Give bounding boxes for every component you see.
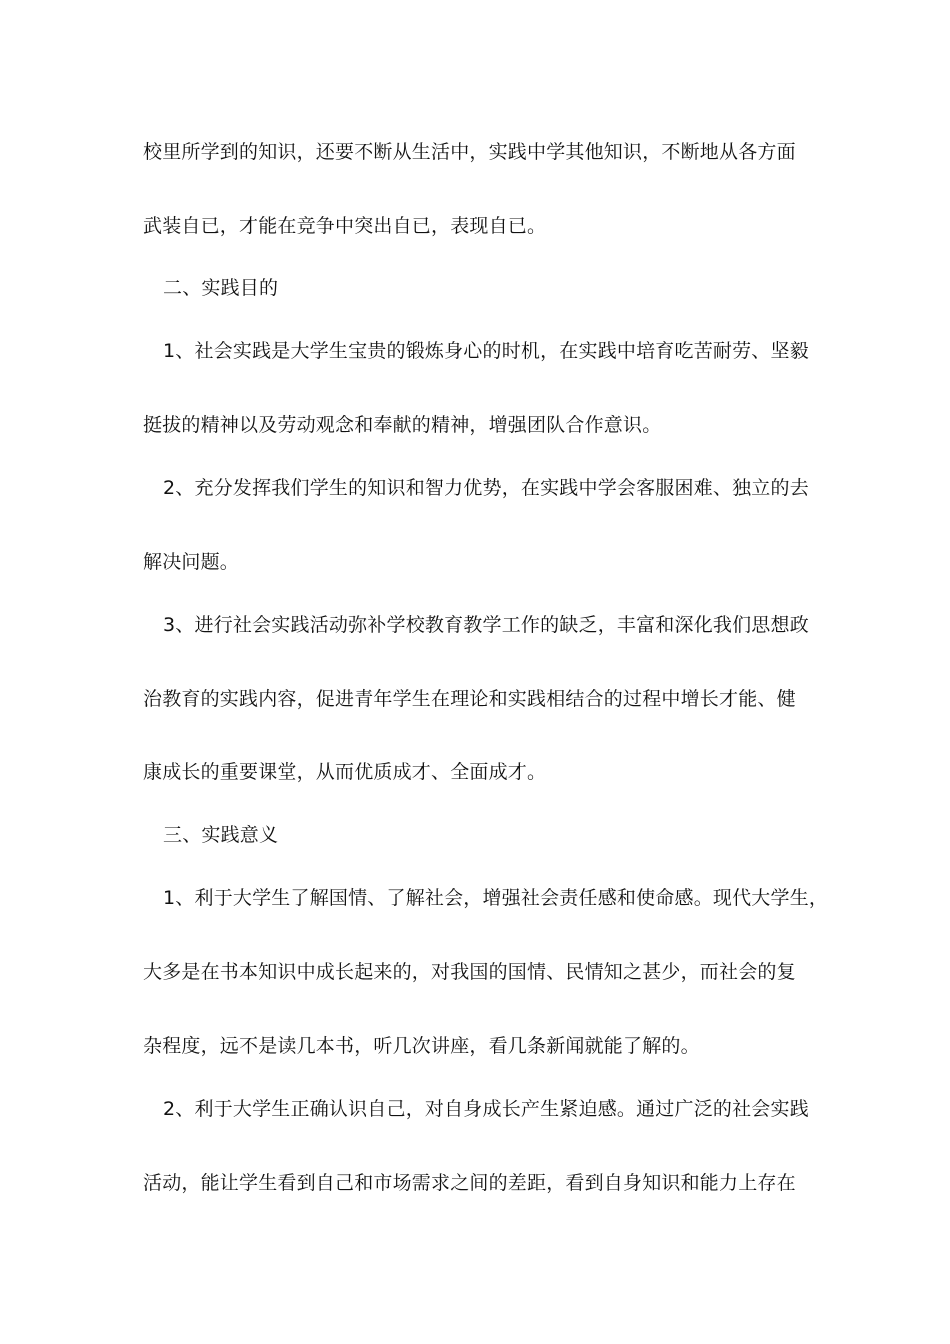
section-heading: 二、实践目的 [163,277,279,299]
paragraph-line: 大多是在书本知识中成长起来的，对我国的国情、民情知之甚少，而社会的复 [143,961,796,983]
paragraph-line: 武装自已，才能在竞争中突出自已，表现自已。 [143,215,547,237]
section-heading: 三、实践意义 [163,824,279,846]
paragraph-line: 活动，能让学生看到自己和市场需求之间的差距，看到自身知识和能力上存在 [143,1172,796,1194]
paragraph-line: 2、利于大学生正确认识自己，对自身成长产生紧迫感。通过广泛的社会实践 [163,1098,809,1120]
paragraph-line: 1、利于大学生了解国情、了解社会，增强社会责任感和使命感。现代大学生， [163,887,829,909]
paragraph-line: 3、进行社会实践活动弥补学校教育教学工作的缺乏，丰富和深化我们思想政 [163,614,809,636]
paragraph-line: 杂程度，远不是读几本书，听几次讲座，看几条新闻就能了解的。 [143,1035,700,1057]
paragraph-line: 2、充分发挥我们学生的知识和智力优势，在实践中学会客服困难、独立的去 [163,477,809,499]
paragraph-line: 治教育的实践内容，促进青年学生在理论和实践相结合的过程中增长才能、健 [143,688,796,710]
paragraph-line: 康成长的重要课堂，从而优质成才、全面成才。 [143,761,547,783]
paragraph-line: 1、社会实践是大学生宝贵的锻炼身心的时机，在实践中培育吃苦耐劳、坚毅 [163,340,809,362]
paragraph-line: 解决问题。 [143,551,240,573]
paragraph-line: 挺拔的精神以及劳动观念和奉献的精神，增强团队合作意识。 [143,414,662,436]
paragraph-line: 校里所学到的知识，还要不断从生活中，实践中学其他知识，不断地从各方面 [143,141,796,163]
